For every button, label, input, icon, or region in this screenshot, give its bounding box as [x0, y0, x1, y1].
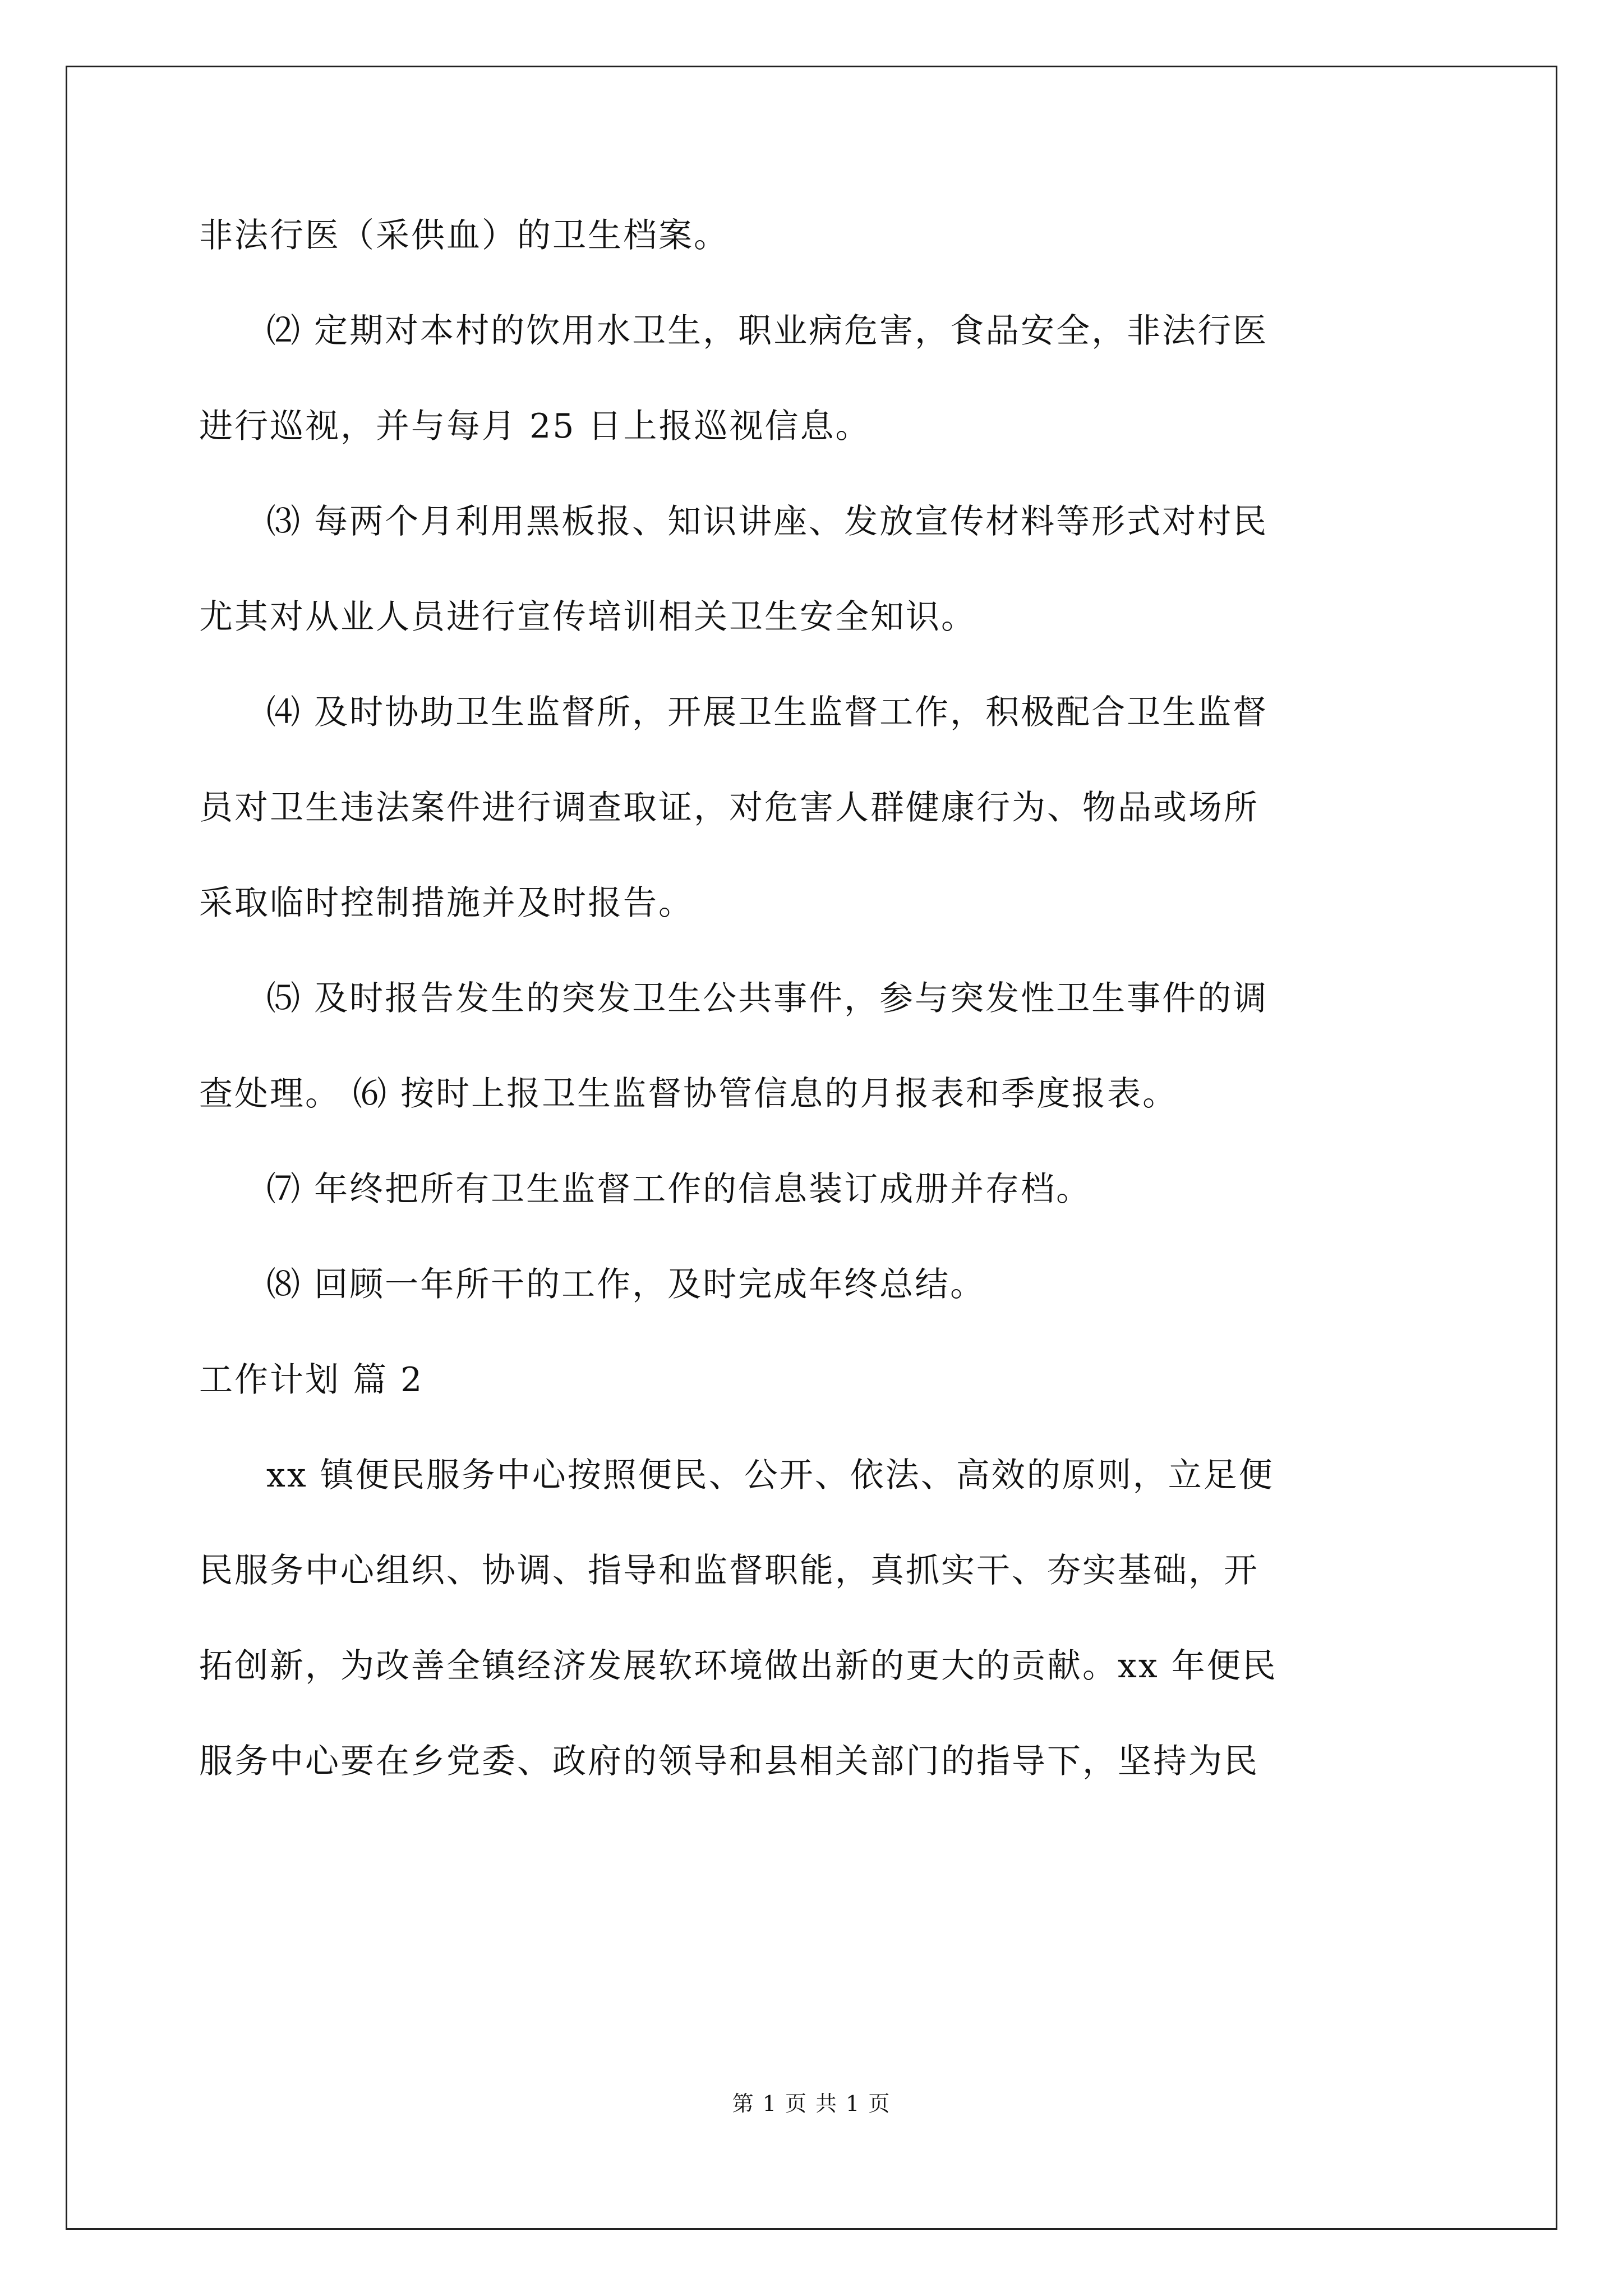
text-line: ⑸ 及时报告发生的突发卫生公共事件，参与突发性卫生事件的调 [266, 979, 1269, 1018]
text-line: 民服务中心组织、协调、指导和监督职能，真抓实干、夯实基础，开 [199, 1551, 1259, 1590]
text-line: 查处理。 ⑹ 按时上报卫生监督协管信息的月报表和季度报表。 [199, 1074, 1178, 1114]
text-line: ⑶ 每两个月利用黑板报、知识讲座、发放宣传材料等形式对村民 [266, 502, 1269, 541]
text-line: xx 镇便民服务中心按照便民、公开、依法、高效的原则，立足便 [266, 1456, 1274, 1495]
text-line: ⑷ 及时协助卫生监督所，开展卫生监督工作，积极配合卫生监督 [266, 693, 1269, 732]
text-line: 员对卫生违法案件进行调查取证，对危害人群健康行为、物品或场所 [199, 788, 1259, 827]
text-line: 尤其对从业人员进行宣传培训相关卫生安全知识。 [199, 597, 976, 637]
section-heading: 工作计划 篇 2 [199, 1360, 424, 1400]
text-line: ⑵ 定期对本村的饮用水卫生，职业病危害，食品安全，非法行医 [266, 311, 1269, 351]
text-line: ⑻ 回顾一年所干的工作，及时完成年终总结。 [266, 1265, 986, 1304]
page-number: 第 1 页 共 1 页 [732, 2091, 891, 2116]
text-line: 采取临时控制措施并及时报告。 [199, 884, 694, 923]
text-line: 进行巡视，并与每月 25 日上报巡视信息。 [199, 407, 871, 446]
page-border [66, 66, 1557, 2230]
text-line: 拓创新，为改善全镇经济发展软环境做出新的更大的贡献。xx 年便民 [199, 1646, 1278, 1686]
text-line: 非法行医（采供血）的卫生档案。 [199, 216, 729, 255]
text-line: ⑺ 年终把所有卫生监督工作的信息装订成册并存档。 [266, 1170, 1092, 1209]
text-line: 服务中心要在乡党委、政府的领导和县相关部门的指导下，坚持为民 [199, 1742, 1259, 1781]
